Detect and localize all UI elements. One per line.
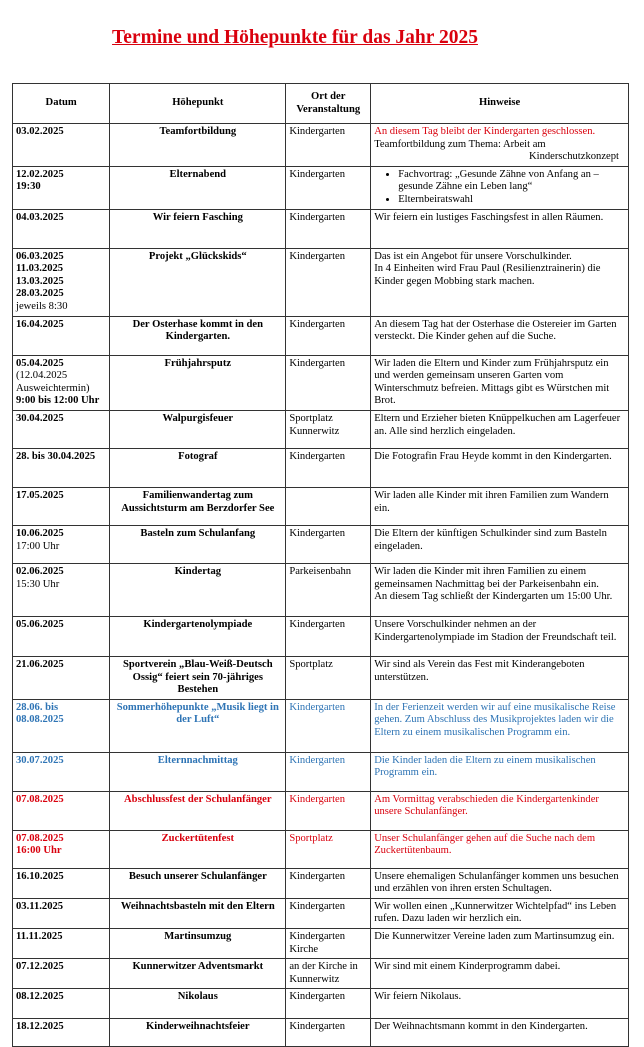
- cell-notes: [371, 699, 629, 752]
- cell-notes: [371, 830, 629, 868]
- cell-location: Kindergarten: [286, 616, 371, 656]
- date-line: 16.10.2025: [16, 870, 64, 882]
- cell-date: [13, 959, 110, 989]
- table-row: [13, 616, 629, 656]
- table-row: [13, 209, 629, 248]
- date-line: 02.06.2025: [16, 565, 64, 577]
- table-row: [13, 868, 629, 898]
- date-line: 16:00 Uhr: [16, 845, 62, 857]
- date-line: 11.11.2025: [16, 931, 63, 943]
- cell-event: Sommerhöhepunkte „Musik liegt in der Luft“: [110, 699, 286, 752]
- date-line: 18.12.2025: [16, 1021, 64, 1033]
- notes-line: Wir sind als Verein das Fest mit Kinderangeboten unterstützen.: [374, 658, 585, 683]
- table-row: [13, 355, 629, 410]
- cell-location: Kindergarten: [286, 525, 371, 563]
- notes-line: Die Kunnerwitzer Vereine laden zum Martinsumzug ein.: [374, 931, 615, 943]
- cell-notes: [371, 868, 629, 898]
- cell-location: Kindergarten: [286, 355, 371, 410]
- header-notes: Hinweise: [371, 84, 629, 124]
- date-line: 07.08.2025: [16, 793, 64, 805]
- cell-location: Kindergarten Kirche: [286, 929, 371, 959]
- notes-line: Wir laden alle Kinder mit ihren Familien zum Wandern ein.: [374, 489, 609, 514]
- cell-event: Kunnerwitzer Adventsmarkt: [110, 959, 286, 989]
- date-line: Ausweichtermin): [16, 382, 90, 394]
- notes-line: Eltern und Erzieher bieten Knüppelkuchen am Lagerfeuer an. Alle sind herzlich eingeladen.: [374, 412, 621, 437]
- date-line: 16.04.2025: [16, 318, 64, 330]
- cell-date: [13, 316, 110, 355]
- notes-line: Wir feiern ein lustiges Faschingsfest in allen Räumen.: [374, 211, 604, 223]
- table-row: [13, 791, 629, 830]
- notes-line: Die Eltern der künftigen Schulkinder sind zum Basteln eingeladen.: [374, 527, 607, 552]
- notes-line: Wir sind mit einem Kinderprogramm dabei.: [374, 961, 561, 973]
- table-row: [13, 959, 629, 989]
- notes-line: Die Kinder laden die Eltern zu einem musikalischen Programm ein.: [374, 754, 596, 779]
- notes-line: Wir laden die Kinder mit ihren Familien zu einem gemeinsamen Nachmittag bei der Parkeisenbahn ein.: [374, 565, 599, 590]
- table-row: [13, 124, 629, 167]
- cell-notes: [371, 656, 629, 699]
- date-line: 30.04.2025: [16, 412, 64, 424]
- cell-event: Der Osterhase kommt in den Kindergarten.: [110, 316, 286, 355]
- table-row: [13, 989, 629, 1019]
- table-row: [13, 316, 629, 355]
- notes-line: Die Fotografin Frau Heyde kommt in den Kindergarten.: [374, 450, 612, 462]
- date-line: jeweils 8:30: [16, 300, 68, 312]
- cell-notes: [371, 316, 629, 355]
- header-location: Ort der Veranstaltung: [286, 84, 371, 124]
- cell-date: [13, 989, 110, 1019]
- notes-line: An diesem Tag bleibt der Kindergarten geschlossen.: [374, 126, 596, 137]
- date-line: 07.08.2025: [16, 832, 64, 844]
- date-line: 28.06. bis: [16, 701, 59, 713]
- cell-date: [13, 616, 110, 656]
- cell-location: Kindergarten: [286, 166, 371, 209]
- cell-date: [13, 656, 110, 699]
- date-line: 07.12.2025: [16, 961, 64, 973]
- notes-line: An diesem Tag hat der Osterhase die Ostereier im Garten versteckt. Die Kinder gehen auf die Suche.: [374, 318, 617, 343]
- cell-location: Kindergarten: [286, 868, 371, 898]
- cell-event: Besuch unserer Schulanfänger: [110, 868, 286, 898]
- cell-notes: [371, 959, 629, 989]
- table-row: [13, 656, 629, 699]
- cell-notes: [371, 791, 629, 830]
- cell-date: [13, 699, 110, 752]
- date-line: (12.04.2025: [16, 370, 68, 382]
- date-line: 19:30: [16, 181, 41, 193]
- cell-location: Parkeisenbahn: [286, 563, 371, 616]
- table-body: [13, 124, 629, 1047]
- cell-event: Zuckertütenfest: [110, 830, 286, 868]
- cell-event: Elternnachmittag: [110, 752, 286, 791]
- cell-notes: [371, 898, 629, 928]
- notes-line: In der Ferienzeit werden wir auf eine musikalische Reise gehen. Zum Abschluss des Musikprojektes laden wir die Eltern zu einem musikalischen Programm ein.: [374, 701, 616, 738]
- cell-event: Familienwandertag zum Aussichtsturm am Berzdorfer See: [110, 487, 286, 525]
- cell-location: an der Kirche in Kunnerwitz: [286, 959, 371, 989]
- cell-date: [13, 830, 110, 868]
- cell-location: Kindergarten: [286, 898, 371, 928]
- date-line: 05.06.2025: [16, 618, 64, 630]
- cell-notes: [371, 248, 629, 316]
- table-row: [13, 929, 629, 959]
- cell-location: Kindergarten: [286, 791, 371, 830]
- table-row: [13, 699, 629, 752]
- table-row: [13, 898, 629, 928]
- cell-location: Kindergarten: [286, 448, 371, 487]
- cell-date: [13, 248, 110, 316]
- notes-line: Am Vormittag verabschieden die Kindergartenkinder unsere Schulanfänger.: [374, 793, 599, 818]
- cell-date: [13, 1019, 110, 1047]
- cell-event: Basteln zum Schulanfang: [110, 525, 286, 563]
- table-header-row: [13, 84, 629, 124]
- date-line: 12.02.2025: [16, 168, 64, 180]
- cell-location: Kindergarten: [286, 699, 371, 752]
- cell-notes: [371, 989, 629, 1019]
- cell-location: Kindergarten: [286, 124, 371, 167]
- table-row: [13, 166, 629, 209]
- date-line: 05.04.2025: [16, 357, 64, 369]
- notes-line: Wir feiern Nikolaus.: [374, 991, 462, 1003]
- date-line: 21.06.2025: [16, 658, 64, 670]
- table-row: [13, 448, 629, 487]
- notes-line: Wir laden die Eltern und Kinder zum Frühjahrsputz ein und werden gemeinsam unseren Garten vom Winterschmutz befreien. Mittags gibt es Würstchen mit Brot.: [374, 357, 610, 407]
- date-line: 15:30 Uhr: [16, 578, 60, 590]
- date-line: 9:00 bis 12:00 Uhr: [16, 395, 100, 407]
- cell-notes: [371, 929, 629, 959]
- cell-date: [13, 929, 110, 959]
- cell-date: [13, 448, 110, 487]
- cell-location: Kindergarten: [286, 1019, 371, 1047]
- table-row: [13, 487, 629, 525]
- cell-location: Sportplatz: [286, 656, 371, 699]
- date-line: 03.02.2025: [16, 126, 64, 137]
- cell-event: Weihnachtsbasteln mit den Eltern: [110, 898, 286, 928]
- table-row: [13, 248, 629, 316]
- date-line: 28.03.2025: [16, 288, 64, 300]
- cell-location: Sportplatz: [286, 830, 371, 868]
- cell-date: [13, 752, 110, 791]
- cell-event: Elternabend: [110, 166, 286, 209]
- cell-notes: [371, 124, 629, 167]
- cell-event: Kinderweihnachtsfeier: [110, 1019, 286, 1047]
- cell-date: [13, 166, 110, 209]
- cell-notes: [371, 209, 629, 248]
- cell-notes: [371, 448, 629, 487]
- table-row: [13, 525, 629, 563]
- cell-location: Kindergarten: [286, 209, 371, 248]
- notes-line: Der Weihnachtsmann kommt in den Kindergarten.: [374, 1021, 588, 1033]
- notes-line: In 4 Einheiten wird Frau Paul (Resilienztrainerin) die Kinder gegen Mobbing stark machen.: [374, 263, 601, 287]
- cell-date: [13, 791, 110, 830]
- notes-line: Das ist ein Angebot für unsere Vorschulkinder.: [374, 250, 572, 262]
- table-row: [13, 752, 629, 791]
- date-line: 17:00 Uhr: [16, 540, 60, 552]
- notes-bullet-list: [374, 169, 625, 207]
- date-line: 28. bis 30.04.2025: [16, 450, 96, 462]
- list-item: • Fachvortrag: „Gesunde Zähne von Anfang an – gesunde Zähne ein Leben lang“: [398, 169, 625, 194]
- table-row: [13, 1019, 629, 1047]
- date-line: 11.03.2025: [16, 263, 64, 275]
- date-line: 30.07.2025: [16, 754, 64, 766]
- cell-date: [13, 868, 110, 898]
- cell-notes: [371, 616, 629, 656]
- cell-event: Kindertag: [110, 563, 286, 616]
- cell-date: [13, 355, 110, 410]
- cell-notes: [371, 563, 629, 616]
- date-line: 08.12.2025: [16, 991, 64, 1003]
- date-line: 10.06.2025: [16, 527, 64, 539]
- cell-event: Abschlussfest der Schulanfänger: [110, 791, 286, 830]
- page-title: Termine und Höhepunkte für das Jahr 2025: [112, 27, 478, 48]
- notes-line: An diesem Tag schließt der Kindergarten um 15:00 Uhr.: [374, 591, 613, 603]
- header-event: Höhepunkt: [110, 84, 286, 124]
- cell-notes: [371, 525, 629, 563]
- date-line: 08.08.2025: [16, 714, 64, 726]
- header-date: Datum: [13, 84, 110, 124]
- cell-event: Nikolaus: [110, 989, 286, 1019]
- notes-line: Kinderschutzkonzept: [528, 151, 619, 163]
- notes-line: Wir wollen einen „Kunnerwitzer Wichtelpfad“ ins Leben rufen. Dazu laden wir herzlich ein.: [374, 900, 617, 925]
- date-line: 04.03.2025: [16, 211, 64, 223]
- cell-event: Walpurgisfeuer: [110, 410, 286, 448]
- cell-notes: [371, 1019, 629, 1047]
- cell-date: [13, 124, 110, 167]
- cell-location: Kindergarten: [286, 248, 371, 316]
- cell-notes: [371, 752, 629, 791]
- cell-notes: [371, 487, 629, 525]
- cell-date: [13, 525, 110, 563]
- cell-event: Frühjahrsputz: [110, 355, 286, 410]
- cell-location: Kindergarten: [286, 316, 371, 355]
- cell-date: [13, 410, 110, 448]
- cell-date: [13, 487, 110, 525]
- cell-date: [13, 898, 110, 928]
- table-row: [13, 410, 629, 448]
- cell-event: Projekt „Glückskids“: [110, 248, 286, 316]
- cell-event: Wir feiern Fasching: [110, 209, 286, 248]
- notes-line: Unsere ehemaligen Schulanfänger kommen uns besuchen und erzählen von ihren ersten Schultagen.: [374, 870, 619, 895]
- cell-location: Sportplatz Kunnerwitz: [286, 410, 371, 448]
- notes-line: Unsere Vorschulkinder nehmen an der Kindergartenolympiade im Stadion der Freundschaft teil.: [374, 618, 617, 643]
- schedule-table: [12, 83, 629, 1047]
- notes-line: Teamfortbildung zum Thema: Arbeit am: [374, 138, 546, 150]
- cell-location: Kindergarten: [286, 752, 371, 791]
- cell-date: [13, 563, 110, 616]
- cell-location: [286, 487, 371, 525]
- table-row: [13, 563, 629, 616]
- cell-notes: [371, 166, 629, 209]
- cell-event: Sportverein „Blau-Weiß-Deutsch Ossig“ feiert sein 70-jähriges Bestehen: [110, 656, 286, 699]
- cell-event: Martinsumzug: [110, 929, 286, 959]
- date-line: 03.11.2025: [16, 900, 64, 912]
- cell-event: Fotograf: [110, 448, 286, 487]
- list-item: • Elternbeiratswahl: [398, 194, 625, 207]
- cell-date: [13, 209, 110, 248]
- cell-location: Kindergarten: [286, 989, 371, 1019]
- table-row: [13, 830, 629, 868]
- date-line: 17.05.2025: [16, 489, 64, 501]
- cell-notes: [371, 355, 629, 410]
- date-line: 13.03.2025: [16, 275, 64, 287]
- notes-line: Unser Schulanfänger gehen auf die Suche nach dem Zuckertütenbaum.: [374, 832, 596, 857]
- cell-event: Kindergartenolympiade: [110, 616, 286, 656]
- cell-event: Teamfortbildung: [110, 124, 286, 167]
- date-line: 06.03.2025: [16, 250, 64, 262]
- cell-notes: [371, 410, 629, 448]
